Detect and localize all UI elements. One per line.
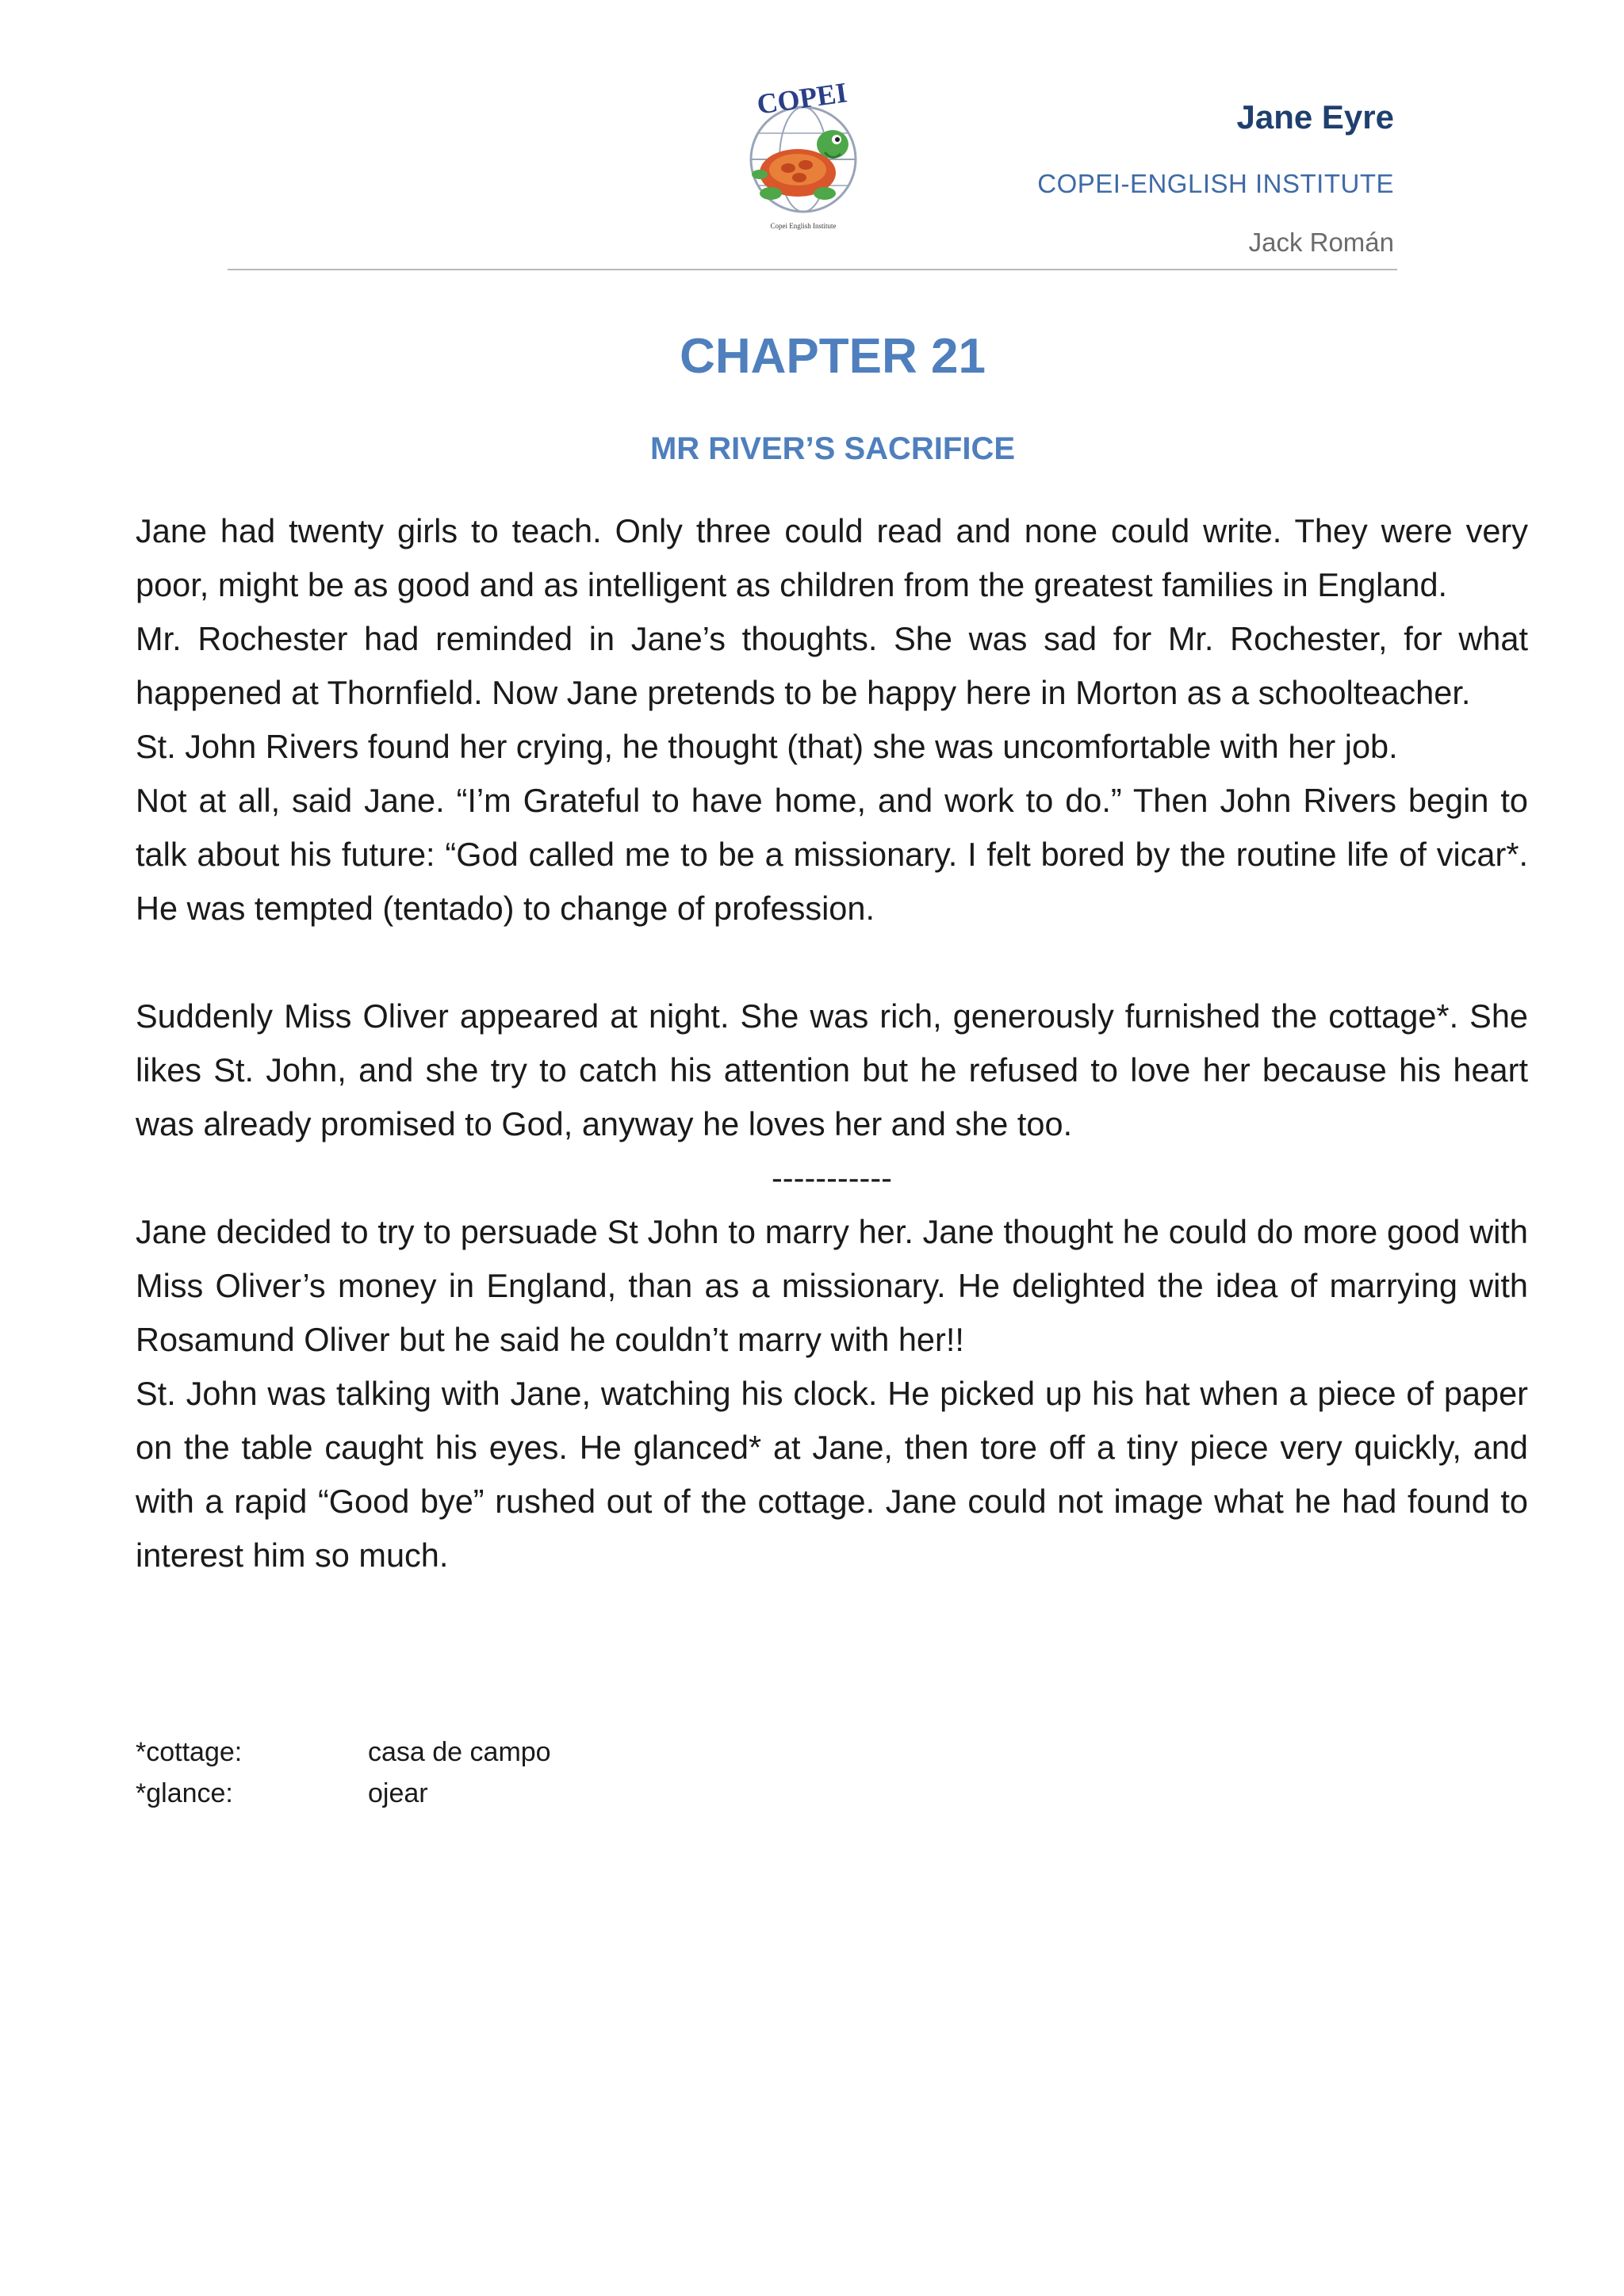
paragraph: Suddenly Miss Oliver appeared at night. She was rich, generously furnished the cottage*. She likes St. John, and she try to catch his attention but he refused to love her because his heart was already promised to God, anyway he loves her and she too. bbox=[136, 997, 1528, 1142]
paragraph: St. John Rivers found her crying, he thought (that) she was uncomfortable with her job. bbox=[136, 728, 1398, 765]
author-name: Jack Román bbox=[1248, 228, 1394, 257]
glossary-entry bbox=[136, 1773, 551, 1814]
glossary-term: *cottage: bbox=[136, 1737, 243, 1767]
paragraph: St. John was talking with Jane, watching his clock. He picked up his hat when a piece of paper on the table caught his eyes. He glanced* at Jane, then tore off a tiny piece very quickly, and with a rapid “Good bye” rushed out of the cottage. Jane could not image what he had found to interest him so much. bbox=[136, 1375, 1528, 1574]
chapter-heading: CHAPTER 21 bbox=[680, 329, 986, 384]
chapter-subtitle: MR RIVER’S SACRIFICE bbox=[649, 431, 1016, 466]
section-separator: ----------- bbox=[771, 1159, 893, 1196]
logo-caption: Copei English Institute bbox=[770, 222, 837, 230]
glossary-entry bbox=[136, 1732, 551, 1773]
glossary-definition: ojear bbox=[368, 1778, 428, 1808]
glossary-term: *glance: bbox=[136, 1778, 233, 1808]
book-title: Jane Eyre bbox=[1236, 98, 1394, 136]
paragraph: Not at all, said Jane. “I’m Grateful to have home, and work to do.” Then John Rivers begin to talk about his future: “God called me to be a missionary. I felt bored by the routine life of vicar*. He was tempted (tentado) to change of profession. bbox=[136, 782, 1528, 927]
page-header bbox=[0, 0, 1624, 274]
chapter-body bbox=[136, 504, 1528, 1582]
paragraph: Jane decided to try to persuade St John to marry her. Jane thought he could do more good with Miss Oliver’s money in England, than as a missionary. He delighted the idea of marrying with Rosamund Oliver but he said he couldn’t marry with her!! bbox=[136, 1213, 1528, 1358]
paragraph-spacer bbox=[136, 936, 1528, 989]
paragraph: Mr. Rochester had reminded in Jane’s thoughts. She was sad for Mr. Rochester, for what happened at Thornfield. Now Jane pretends to be happy here in Morton as a schoolteacher. bbox=[136, 620, 1528, 711]
copei-logo bbox=[736, 76, 871, 235]
glossary-definition: casa de campo bbox=[368, 1737, 551, 1767]
institute-name: COPEI-ENGLISH INSTITUTE bbox=[1037, 169, 1394, 198]
logo-wordmark: COPEI bbox=[755, 76, 849, 121]
header-divider bbox=[228, 269, 1397, 270]
glossary bbox=[136, 1732, 551, 1814]
paragraph: Jane had twenty girls to teach. Only three could read and none could write. They were very poor, might be as good and as intelligent as children from the greatest families in England. bbox=[136, 512, 1528, 603]
